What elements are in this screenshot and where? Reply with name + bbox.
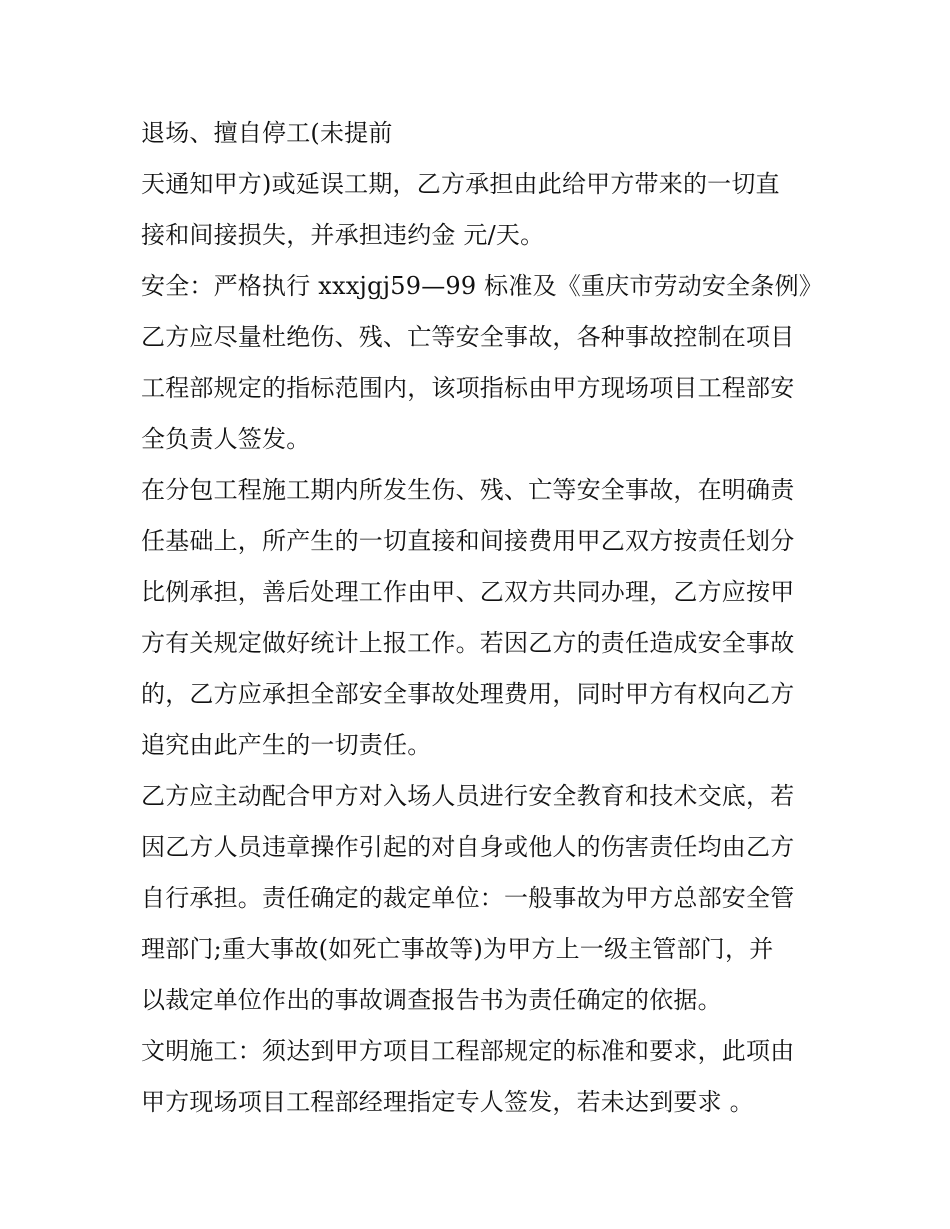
text-line: 在分包工程施工期内所发生伤、残、亡等安全事故，在明确责 — [141, 476, 795, 504]
text-line: 安全：严格执行 xxxjgj59—99 标准及《重庆市劳动安全条例》 — [141, 272, 823, 300]
text-line: 接和间接损失，并承担违约金 元/天。 — [141, 221, 545, 249]
text-line: 比例承担，善后处理工作由甲、乙双方共同办理，乙方应按甲 — [141, 578, 795, 606]
text-line: 天通知甲方)或延误工期，乙方承担由此给甲方带来的一切直 — [141, 170, 780, 198]
text-line: 乙方应尽量杜绝伤、残、亡等安全事故，各种事故控制在项目 — [141, 323, 795, 351]
text-line: 文明施工：须达到甲方项目工程部规定的标准和要求，此项由 — [141, 1037, 795, 1065]
text-line: 理部门;重大事故(如死亡事故等)为甲方上一级主管部门，并 — [141, 935, 774, 963]
text-line: 的，乙方应承担全部安全事故处理费用，同时甲方有权向乙方 — [141, 680, 795, 708]
text-line: 任基础上，所产生的一切直接和间接费用甲乙双方按责任划分 — [141, 527, 795, 555]
text-line: 自行承担。责任确定的裁定单位：一般事故为甲方总部安全管 — [141, 884, 795, 912]
text-line: 甲方现场项目工程部经理指定专人签发，若未达到要求 。 — [141, 1088, 754, 1116]
text-line: 以裁定单位作出的事故调查报告书为责任确定的依据。 — [141, 986, 722, 1014]
text-line: 因乙方人员违章操作引起的对自身或他人的伤害责任均由乙方 — [141, 833, 795, 861]
text-line: 乙方应主动配合甲方对入场人员进行安全教育和技术交底，若 — [141, 782, 795, 810]
text-line: 追究由此产生的一切责任。 — [141, 731, 432, 759]
text-line: 方有关规定做好统计上报工作。若因乙方的责任造成安全事故 — [141, 629, 795, 657]
text-line: 全负责人签发。 — [141, 425, 311, 453]
document-body — [141, 108, 821, 1128]
text-line: 退场、擅自停工(未提前 — [141, 119, 393, 147]
text-line: 工程部规定的指标范围内，该项指标由甲方现场项目工程部安 — [141, 374, 795, 402]
